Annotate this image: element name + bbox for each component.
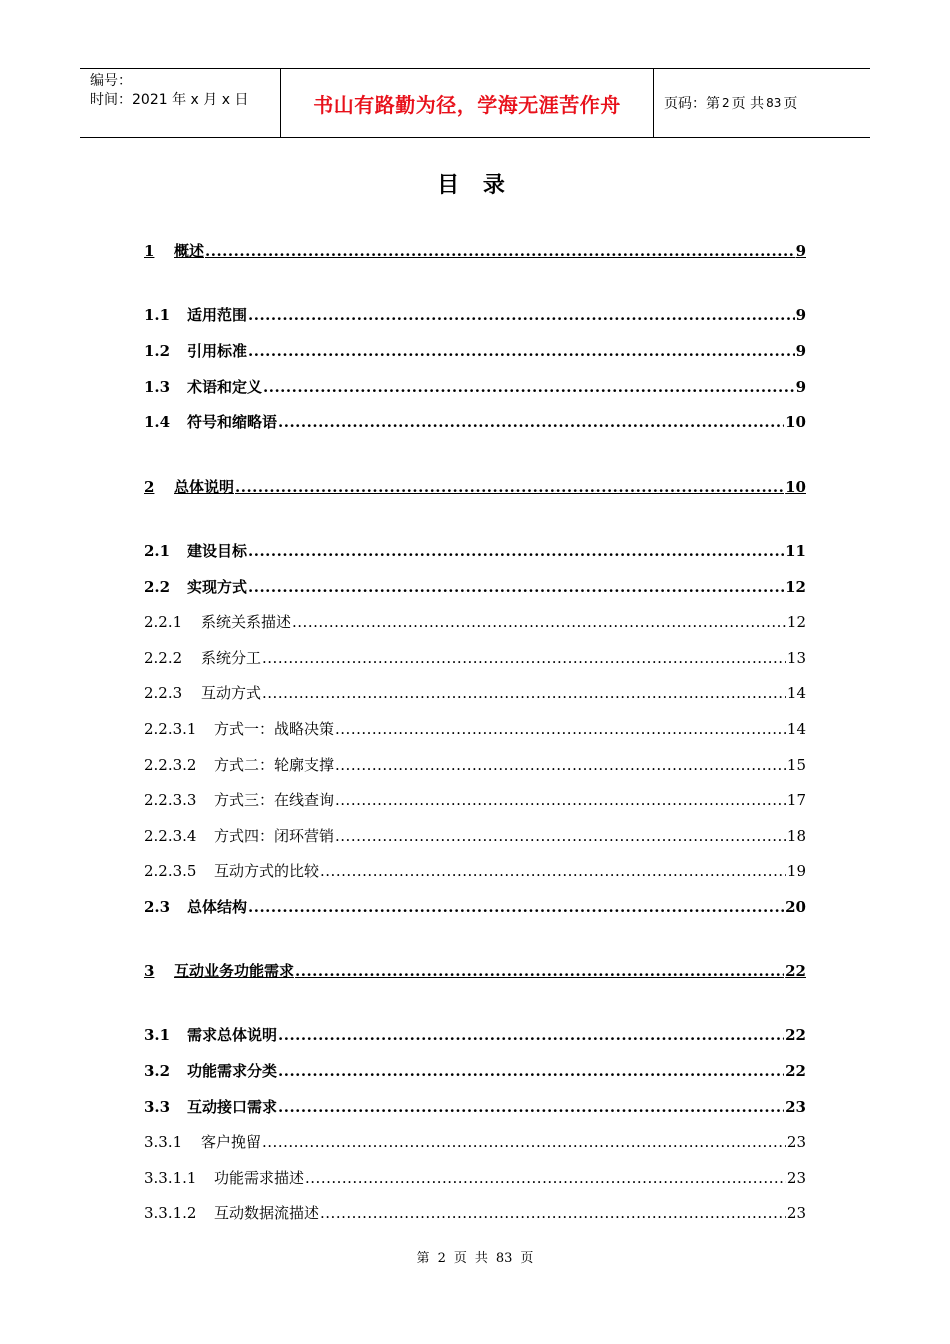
toc-leader	[335, 791, 786, 809]
toc-number: 2.2.3.1	[144, 720, 197, 738]
toc-leader	[248, 578, 784, 596]
toc-page: 9	[795, 342, 806, 360]
toc-text: 互动业务功能需求	[174, 962, 295, 980]
toc-text: 互动数据流描述	[214, 1204, 320, 1222]
footer-total-word: 共	[474, 1251, 488, 1266]
toc-number: 1.2	[144, 342, 171, 360]
toc-entry[interactable]	[144, 716, 806, 738]
toc-text: 适用范围	[187, 306, 248, 324]
toc-entry[interactable]	[144, 894, 806, 916]
toc-text: 方式二：轮廓支撑	[214, 756, 335, 774]
toc-entry[interactable]	[144, 1058, 806, 1080]
toc-entry[interactable]	[144, 609, 806, 631]
toc-entry[interactable]	[144, 1094, 806, 1116]
toc-title: 目 录	[437, 173, 513, 198]
toc-leader	[262, 649, 786, 667]
toc-number: 2.2.3.2	[144, 756, 197, 774]
toc-leader	[205, 242, 795, 260]
header-page-suffix: 页	[783, 96, 798, 112]
toc-number: 3.1	[144, 1026, 171, 1044]
toc-number: 2.2.3.4	[144, 827, 197, 845]
toc-entry[interactable]	[144, 1022, 806, 1044]
toc-page: 12	[785, 578, 806, 596]
toc-leader	[263, 378, 795, 396]
footer-current-page: 2	[437, 1251, 446, 1266]
header-page-total: 83	[766, 96, 782, 110]
toc-leader	[320, 862, 786, 880]
toc-entry[interactable]	[144, 374, 806, 396]
toc-text: 系统关系描述	[201, 613, 292, 631]
toc-entry[interactable]	[144, 645, 806, 667]
toc-leader	[295, 962, 784, 980]
toc-leader	[292, 613, 786, 631]
toc-page: 22	[785, 962, 806, 980]
toc-number: 1	[144, 242, 155, 260]
toc-page: 22	[785, 1062, 806, 1080]
toc-text: 术语和定义	[187, 378, 263, 396]
toc-entry[interactable]	[144, 823, 806, 845]
toc-number: 2.2.3.3	[144, 791, 197, 809]
footer-prefix: 第	[416, 1251, 430, 1266]
toc-number: 3.3.1.2	[144, 1204, 197, 1222]
toc-leader	[335, 720, 786, 738]
footer-suffix: 页	[520, 1251, 534, 1266]
toc-page: 23	[786, 1204, 806, 1222]
toc-number: 3.3.1.1	[144, 1169, 197, 1187]
toc-number: 3.2	[144, 1062, 171, 1080]
toc-text: 功能需求分类	[187, 1062, 278, 1080]
toc-entry[interactable]	[144, 574, 806, 596]
toc-text: 互动方式	[201, 684, 262, 702]
toc-page: 23	[785, 1098, 806, 1116]
toc-number: 2.2.2	[144, 649, 183, 667]
toc-page: 13	[786, 649, 806, 667]
toc-leader	[248, 542, 784, 560]
toc-number: 2.2.3	[144, 684, 183, 702]
toc-entry[interactable]	[144, 787, 806, 809]
toc-page: 18	[786, 827, 806, 845]
header-page-prefix: 页码：第	[664, 96, 720, 112]
toc-text: 客户挽留	[201, 1133, 262, 1151]
header-motto: 书山有路勤为径，学海无涯苦作舟	[281, 69, 654, 137]
toc-leader	[248, 898, 784, 916]
toc-leader	[278, 1026, 784, 1044]
toc-text: 总体结构	[187, 898, 248, 916]
toc-entry[interactable]	[144, 1129, 806, 1151]
toc-entry[interactable]	[144, 752, 806, 774]
toc-page: 23	[786, 1133, 806, 1151]
toc-text: 方式一：战略决策	[214, 720, 335, 738]
header-page-middle: 页 共	[731, 96, 765, 112]
toc-text: 需求总体说明	[187, 1026, 278, 1044]
toc-page: 19	[786, 862, 806, 880]
toc-entry[interactable]	[144, 1165, 806, 1187]
toc-number: 1.3	[144, 378, 171, 396]
toc-number: 3.3.1	[144, 1133, 183, 1151]
toc-text: 系统分工	[201, 649, 262, 667]
toc-text: 实现方式	[187, 578, 248, 596]
toc-leader	[262, 1133, 786, 1151]
toc-entry[interactable]	[144, 538, 806, 560]
toc-number: 2	[144, 478, 155, 496]
toc-entry[interactable]	[144, 238, 806, 260]
page-header	[80, 68, 870, 138]
toc-leader	[335, 756, 786, 774]
toc-text: 方式三：在线查询	[214, 791, 335, 809]
header-page-current: 2	[722, 96, 730, 110]
toc-page: 22	[785, 1026, 806, 1044]
toc-entry[interactable]	[144, 338, 806, 360]
toc-page: 14	[786, 720, 806, 738]
toc-entry[interactable]	[144, 409, 806, 431]
toc-leader	[278, 413, 784, 431]
toc-number: 2.2	[144, 578, 171, 596]
toc-text: 方式四：闭环营销	[214, 827, 335, 845]
page-footer	[0, 1247, 950, 1266]
toc-entry[interactable]	[144, 958, 806, 980]
toc-page: 15	[786, 756, 806, 774]
toc-entry[interactable]	[144, 680, 806, 702]
toc-page: 12	[786, 613, 806, 631]
toc-leader	[335, 827, 786, 845]
toc-leader	[278, 1062, 784, 1080]
toc-leader	[278, 1098, 784, 1116]
toc-number: 2.3	[144, 898, 171, 916]
toc-leader	[248, 342, 795, 360]
toc-entry[interactable]	[144, 858, 806, 880]
toc-page: 9	[795, 242, 806, 260]
toc-text: 符号和缩略语	[187, 413, 278, 431]
toc-entry[interactable]	[144, 1200, 806, 1222]
document-number-label: 编号：	[90, 73, 132, 89]
toc-number: 2.2.1	[144, 613, 183, 631]
toc-page: 9	[795, 306, 806, 324]
footer-page-word: 页	[453, 1251, 467, 1266]
toc-leader	[235, 478, 784, 496]
footer-total-pages: 83	[495, 1251, 513, 1266]
header-meta	[80, 69, 281, 137]
toc-page: 10	[785, 413, 806, 431]
toc-text: 互动方式的比较	[214, 862, 320, 880]
toc-text: 概述	[174, 242, 205, 260]
header-page-info	[654, 69, 870, 137]
document-time-label: 时间：2021 年 x 月 x 日	[90, 92, 249, 108]
toc-text: 功能需求描述	[214, 1169, 305, 1187]
toc-text: 总体说明	[174, 478, 235, 496]
toc-page: 9	[795, 378, 806, 396]
toc-leader	[320, 1204, 786, 1222]
toc-text: 互动接口需求	[187, 1098, 278, 1116]
toc-page: 17	[786, 791, 806, 809]
toc-leader	[305, 1169, 786, 1187]
toc-entry[interactable]	[144, 302, 806, 324]
toc-number: 1.4	[144, 413, 171, 431]
toc-page: 23	[786, 1169, 806, 1187]
toc-leader	[248, 306, 795, 324]
toc-number: 3.3	[144, 1098, 171, 1116]
toc-leader	[262, 684, 786, 702]
toc-text: 建设目标	[187, 542, 248, 560]
toc-page: 11	[785, 542, 806, 560]
toc-text: 引用标准	[187, 342, 248, 360]
toc-number: 2.2.3.5	[144, 862, 197, 880]
toc-page: 14	[786, 684, 806, 702]
toc-entry[interactable]	[144, 474, 806, 496]
toc-page: 20	[785, 898, 806, 916]
toc-number: 2.1	[144, 542, 171, 560]
toc-number: 1.1	[144, 306, 171, 324]
toc-number: 3	[144, 962, 155, 980]
toc-page: 10	[785, 478, 806, 496]
